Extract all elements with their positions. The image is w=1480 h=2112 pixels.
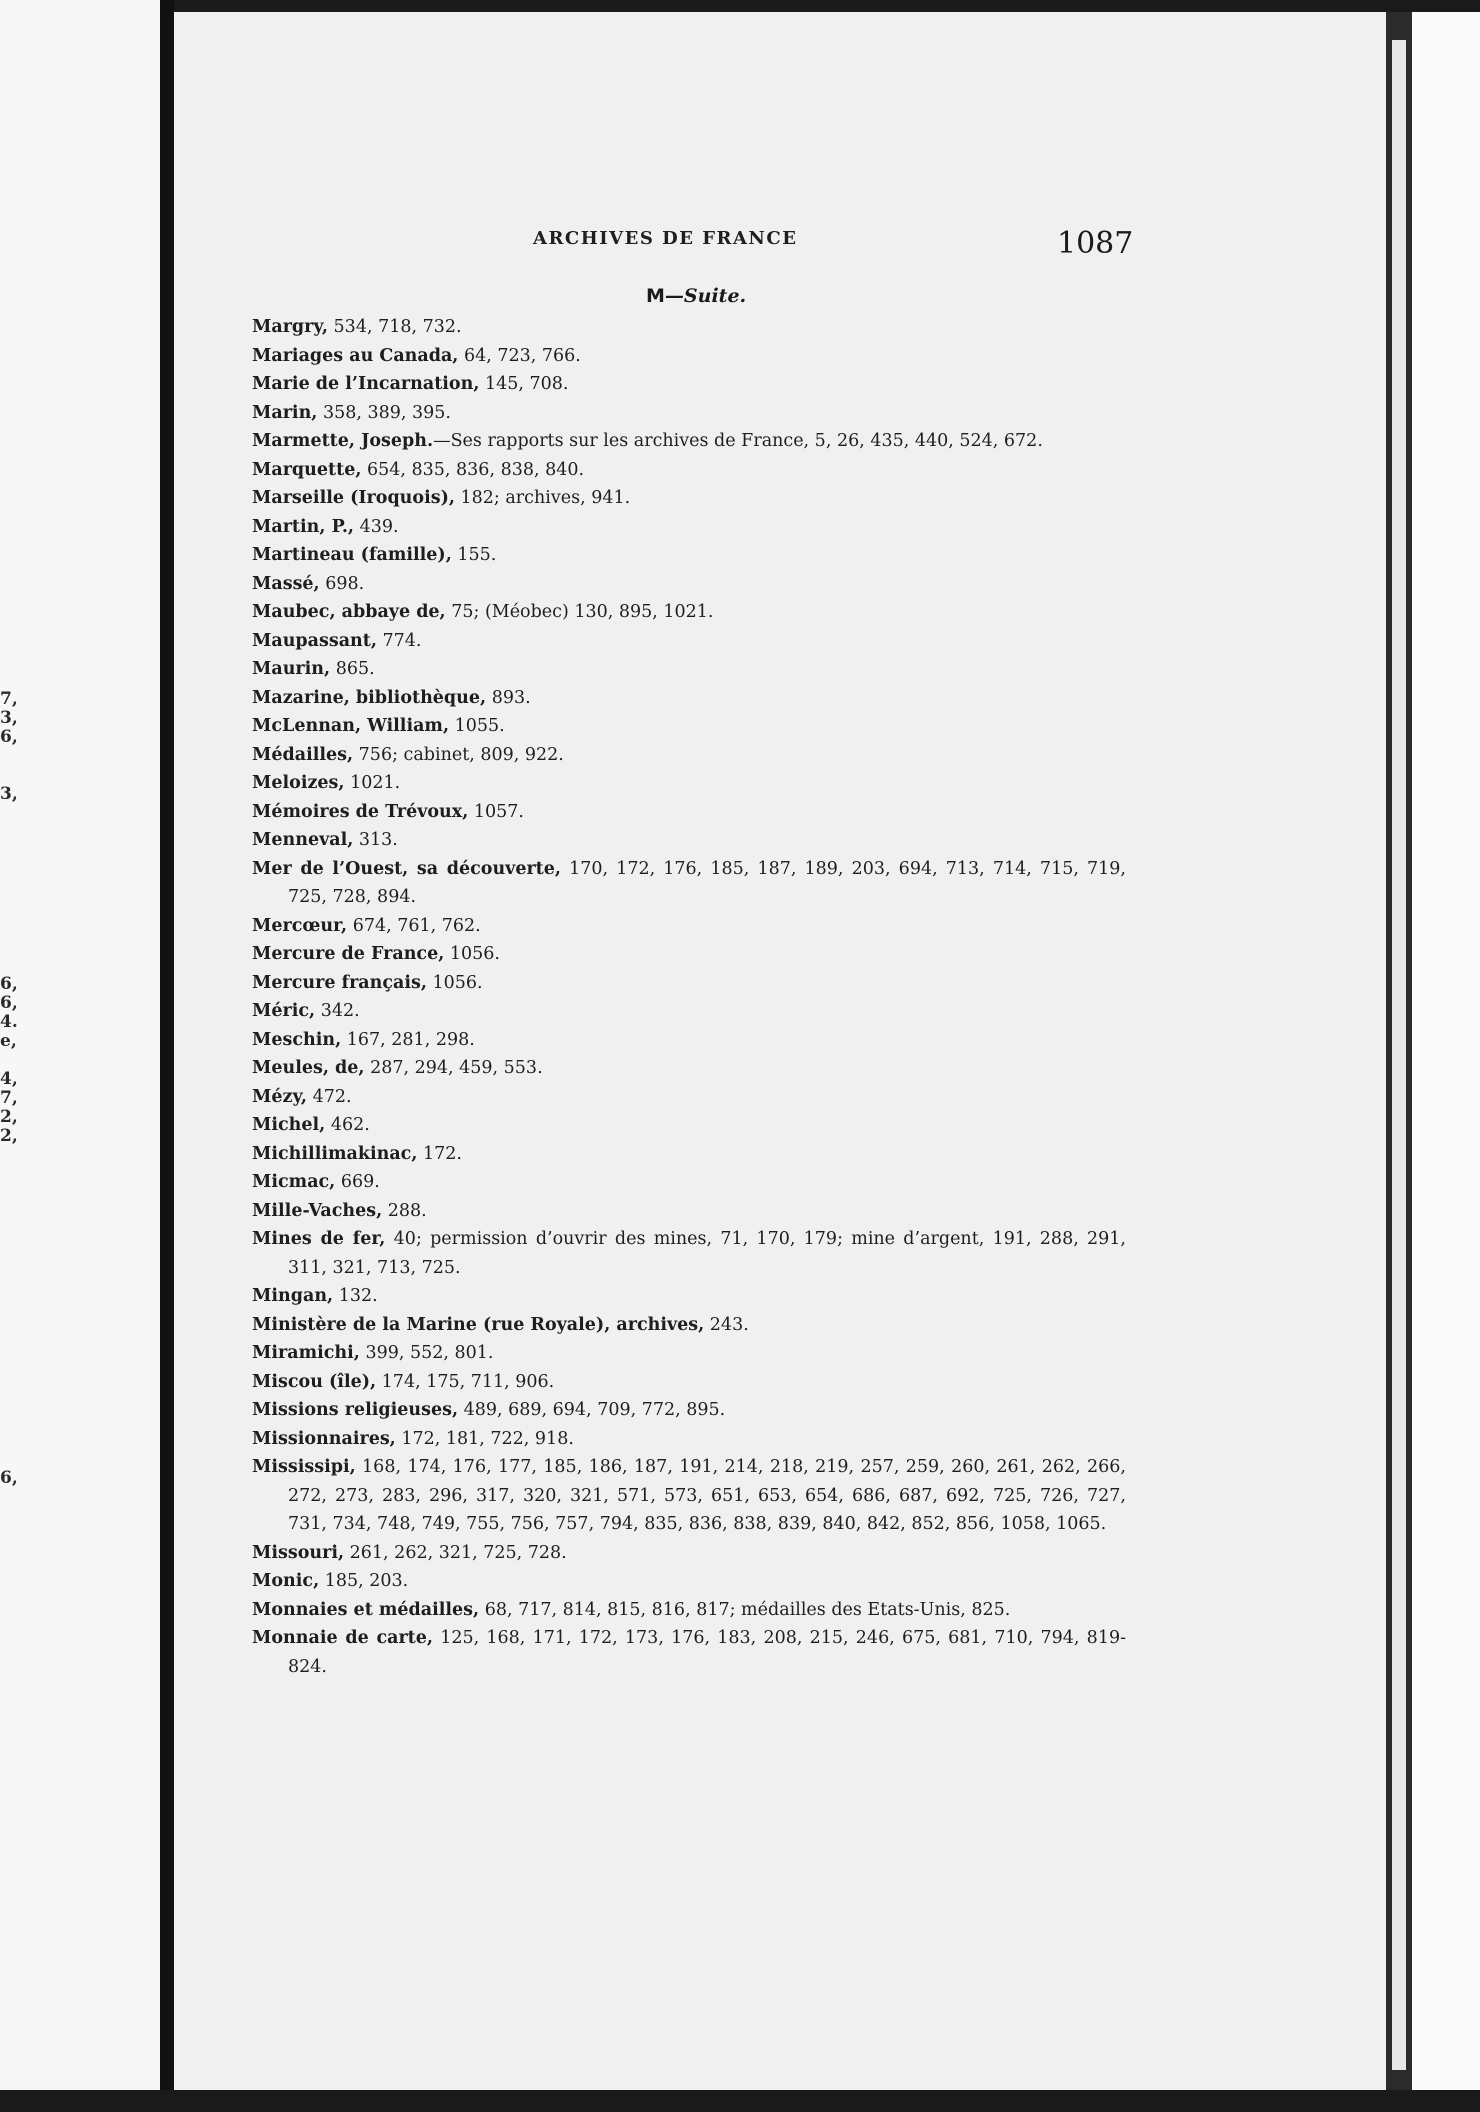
index-references: —Ses rapports sur les archives de France, 5, 26, 435, 440, 524, 672. — [433, 431, 1043, 451]
index-term: Margry, — [252, 317, 328, 337]
index-entry — [252, 541, 1126, 570]
index-term: Mercœur, — [252, 915, 348, 936]
index-entry — [252, 513, 1126, 542]
facing-page-fragment — [0, 1431, 22, 1450]
index-entry — [252, 684, 1126, 713]
index-references: 1057. — [468, 801, 524, 822]
index-entry — [252, 1339, 1126, 1368]
index-term: Mémoires de Trévoux, — [252, 801, 469, 822]
facing-page-fragment — [0, 1393, 22, 1412]
index-term: Missions religieuses, — [252, 1400, 459, 1420]
index-references: 1021. — [344, 773, 401, 793]
facing-page-fragment — [0, 1146, 22, 1165]
index-references: 243. — [704, 1314, 749, 1335]
facing-page-fragment — [0, 842, 22, 861]
index-entry — [252, 1368, 1126, 1397]
index-entry — [252, 741, 1126, 770]
index-references: 358, 389, 395. — [317, 402, 451, 423]
index-references: 893. — [486, 687, 531, 708]
index-term: Miscou (île), — [252, 1371, 377, 1392]
index-entry — [252, 1624, 1126, 1681]
index-term: Mazarine, bibliothèque, — [252, 687, 487, 708]
facing-page-fragment — [0, 1412, 22, 1431]
index-entry — [252, 399, 1126, 428]
index-entry — [252, 912, 1126, 941]
index-term: Mer de l’Ouest, sa découverte, — [252, 858, 561, 879]
index-entry — [252, 1083, 1126, 1112]
index-term: Mingan, — [252, 1286, 334, 1306]
index-entry — [252, 456, 1126, 485]
index-references: 64, 723, 766. — [458, 345, 581, 366]
facing-page-fragment: 4, — [0, 1069, 18, 1089]
index-term: McLennan, William, — [252, 716, 450, 736]
index-entries — [252, 313, 1126, 1681]
index-term: Maubec, abbaye de, — [252, 602, 446, 622]
index-references: 1056. — [426, 972, 483, 993]
index-references: 288. — [382, 1200, 427, 1221]
index-term: Ministère de la Marine (rue Royale), archives, — [252, 1314, 705, 1335]
facing-page-fragment — [0, 747, 22, 766]
index-term: Monic, — [252, 1571, 320, 1591]
facing-page-fragment — [0, 1051, 22, 1070]
index-references: 167, 281, 298. — [341, 1029, 475, 1050]
facing-page-fragment: 3, — [0, 784, 18, 804]
index-references: 669. — [335, 1172, 380, 1192]
index-entry — [252, 798, 1126, 827]
index-entry — [252, 598, 1126, 627]
index-references: 1056. — [444, 944, 500, 964]
index-references: 40; permission d’ouvrir des mines, 71, 170, 179; mine d’argent, 191, 288, 291, 311, 321, 713, 725. — [288, 1229, 1126, 1278]
index-term: Marquette, — [252, 459, 362, 480]
facing-page-fragment — [0, 918, 22, 937]
index-term: Monnaies et médailles, — [252, 1599, 480, 1620]
index-entry — [252, 855, 1126, 912]
index-references: 170, 172, 176, 185, 187, 189, 203, 694, 713, 714, 715, 719, 725, 728, 894. — [288, 858, 1126, 907]
index-references: 674, 761, 762. — [347, 915, 481, 936]
index-entry — [252, 1396, 1126, 1425]
index-entry — [252, 1026, 1126, 1055]
index-entry — [252, 997, 1126, 1026]
facing-page-text-fragments — [0, 690, 22, 1488]
index-term: Méric, — [252, 1001, 316, 1021]
facing-page-fragment — [0, 1374, 22, 1393]
index-entry — [252, 1282, 1126, 1311]
index-term: Meloizes, — [252, 773, 345, 793]
index-entry — [252, 1425, 1126, 1454]
index-term: Marmette, Joseph. — [252, 431, 434, 451]
index-term: Marie de l’Incarnation, — [252, 374, 480, 394]
index-entry — [252, 1453, 1126, 1539]
index-references: 472. — [307, 1086, 352, 1107]
index-references: 698. — [319, 573, 365, 594]
index-term: Missouri, — [252, 1542, 345, 1563]
index-term: Marin, — [252, 402, 318, 423]
index-references: 172, 181, 722, 918. — [395, 1428, 574, 1449]
index-term: Miramichi, — [252, 1343, 360, 1363]
facing-page-fragment: e, — [0, 1031, 17, 1051]
index-entry — [252, 1111, 1126, 1140]
index-references: 399, 552, 801. — [359, 1343, 494, 1363]
facing-page-fragment: 6, — [0, 993, 18, 1013]
index-entry — [252, 1140, 1126, 1169]
index-term: Missionnaires, — [252, 1428, 396, 1449]
facing-page-fragment: 7, — [0, 1088, 18, 1108]
index-term: Mines de fer, — [252, 1229, 386, 1249]
facing-page-fragment: 2, — [0, 1126, 18, 1146]
facing-page-fragment — [0, 956, 22, 975]
index-entry — [252, 313, 1126, 342]
index-entry — [252, 1197, 1126, 1226]
facing-page-fragment: 7, — [0, 689, 18, 709]
index-term: Martineau (famille), — [252, 545, 452, 565]
index-term: Meschin, — [252, 1029, 342, 1050]
facing-page-fragment — [0, 1165, 22, 1184]
index-entry — [252, 1539, 1126, 1568]
running-title: ARCHIVES DE FRANCE — [533, 228, 798, 249]
index-entry — [252, 1567, 1126, 1596]
index-entry — [252, 1596, 1126, 1625]
facing-page-fragment — [0, 1279, 22, 1298]
index-term: Marseille (Iroquois), — [252, 488, 455, 508]
facing-page-fragment — [0, 861, 22, 880]
index-term: Mille-Vaches, — [252, 1200, 383, 1221]
index-term: Monnaie de carte, — [252, 1628, 433, 1648]
page-number: 1087 — [1057, 226, 1134, 261]
index-term: Menneval, — [252, 830, 354, 850]
index-entry — [252, 1168, 1126, 1197]
facing-page-fragment — [0, 1203, 22, 1222]
index-references: 132. — [333, 1286, 378, 1306]
index-term: Maurin, — [252, 659, 331, 679]
facing-page-fragment: 3, — [0, 708, 18, 728]
section-continued: —Suite. — [664, 285, 747, 307]
index-entry — [252, 627, 1126, 656]
facing-page-fragment — [0, 1355, 22, 1374]
index-term: Médailles, — [252, 744, 354, 765]
index-entry — [252, 826, 1126, 855]
facing-page-fragment: 4. — [0, 1012, 18, 1032]
facing-page-fragment — [0, 1336, 22, 1355]
facing-page — [0, 0, 160, 2112]
index-entry — [252, 342, 1126, 371]
facing-page-fragment: 2, — [0, 1107, 18, 1127]
index-references: 145, 708. — [479, 374, 569, 394]
facing-page-fragment — [0, 766, 22, 785]
index-references: 439. — [354, 516, 399, 537]
index-term: Meules, de, — [252, 1058, 365, 1078]
index-references: 462. — [325, 1115, 370, 1135]
index-term: Maupassant, — [252, 630, 377, 651]
scan-bottom-border — [0, 2090, 1480, 2112]
index-entry — [252, 969, 1126, 998]
facing-page-fragment — [0, 1241, 22, 1260]
index-references: 534, 718, 732. — [327, 317, 462, 337]
index-term: Martin, P., — [252, 516, 355, 537]
index-term: Mézy, — [252, 1086, 308, 1107]
index-references: 342. — [315, 1001, 360, 1021]
index-entry — [252, 484, 1126, 513]
scan-right-margin — [1412, 12, 1480, 2090]
facing-page-fragment — [0, 899, 22, 918]
index-entry — [252, 940, 1126, 969]
facing-page-fragment: 6, — [0, 727, 18, 747]
index-references: 155. — [451, 545, 497, 565]
section-heading — [646, 285, 746, 307]
facing-page-fragment — [0, 1222, 22, 1241]
book-gutter — [160, 0, 174, 2112]
index-references: 182; archives, 941. — [454, 488, 631, 508]
index-references: 654, 835, 836, 838, 840. — [361, 459, 585, 480]
facing-page-fragment — [0, 1260, 22, 1279]
index-term: Mercure français, — [252, 972, 427, 993]
index-references: 865. — [330, 659, 375, 679]
index-entry — [252, 769, 1126, 798]
index-term: Micmac, — [252, 1172, 336, 1192]
index-references: 174, 175, 711, 906. — [376, 1371, 555, 1392]
facing-page-fragment: 6, — [0, 974, 18, 994]
page-edge-strip — [1392, 40, 1406, 2070]
index-entry — [252, 712, 1126, 741]
index-entry — [252, 427, 1126, 456]
facing-page-fragment — [0, 823, 22, 842]
facing-page-fragment — [0, 1298, 22, 1317]
facing-page-fragment — [0, 1450, 22, 1469]
facing-page-fragment — [0, 1317, 22, 1336]
index-references: 287, 294, 459, 553. — [364, 1058, 543, 1078]
index-references: 185, 203. — [319, 1571, 409, 1591]
index-references: 75; (Méobec) 130, 895, 1021. — [445, 602, 714, 622]
index-references: 756; cabinet, 809, 922. — [353, 744, 564, 765]
index-entry — [252, 1311, 1126, 1340]
index-term: Mercure de France, — [252, 944, 445, 964]
facing-page-fragment — [0, 880, 22, 899]
index-term: Michel, — [252, 1115, 326, 1135]
index-references: 168, 174, 176, 177, 185, 186, 187, 191, 214, 218, 219, 257, 259, 260, 261, 262, 266, 272, 273, 283, 296, 317, 320, 321, 571, 573, 651, 653, 654, 686, 687, 692, 725, 726, 727, 731, 734, 748, 749, 755, 756, 757, 794, 835, 836, 838, 839, 840, 842, 852, 856, 1058, 1065. — [288, 1457, 1126, 1534]
index-entry — [252, 1225, 1126, 1282]
facing-page-fragment — [0, 1184, 22, 1203]
index-term: Mariages au Canada, — [252, 345, 459, 366]
index-references: 489, 689, 694, 709, 772, 895. — [458, 1400, 726, 1420]
index-references: 261, 262, 321, 725, 728. — [344, 1542, 567, 1563]
index-references: 172. — [417, 1143, 462, 1164]
index-references: 68, 717, 814, 815, 816, 817; médailles des Etats-Unis, 825. — [479, 1599, 1011, 1620]
index-references: 313. — [353, 830, 398, 850]
index-entry — [252, 655, 1126, 684]
index-entry — [252, 370, 1126, 399]
index-term: Mississipi, — [252, 1457, 356, 1477]
index-term: Michillimakinac, — [252, 1143, 418, 1164]
index-entry — [252, 1054, 1126, 1083]
facing-page-fragment: 6, — [0, 1468, 18, 1488]
facing-page-fragment — [0, 804, 22, 823]
facing-page-fragment — [0, 937, 22, 956]
index-references: 774. — [376, 630, 422, 651]
index-term: Massé, — [252, 573, 320, 594]
index-references: 125, 168, 171, 172, 173, 176, 183, 208, 215, 246, 675, 681, 710, 794, 819-824. — [288, 1628, 1126, 1677]
index-references: 1055. — [449, 716, 505, 736]
scan-top-border — [0, 0, 1480, 12]
section-letter: M — [646, 285, 665, 307]
index-entry — [252, 570, 1126, 599]
